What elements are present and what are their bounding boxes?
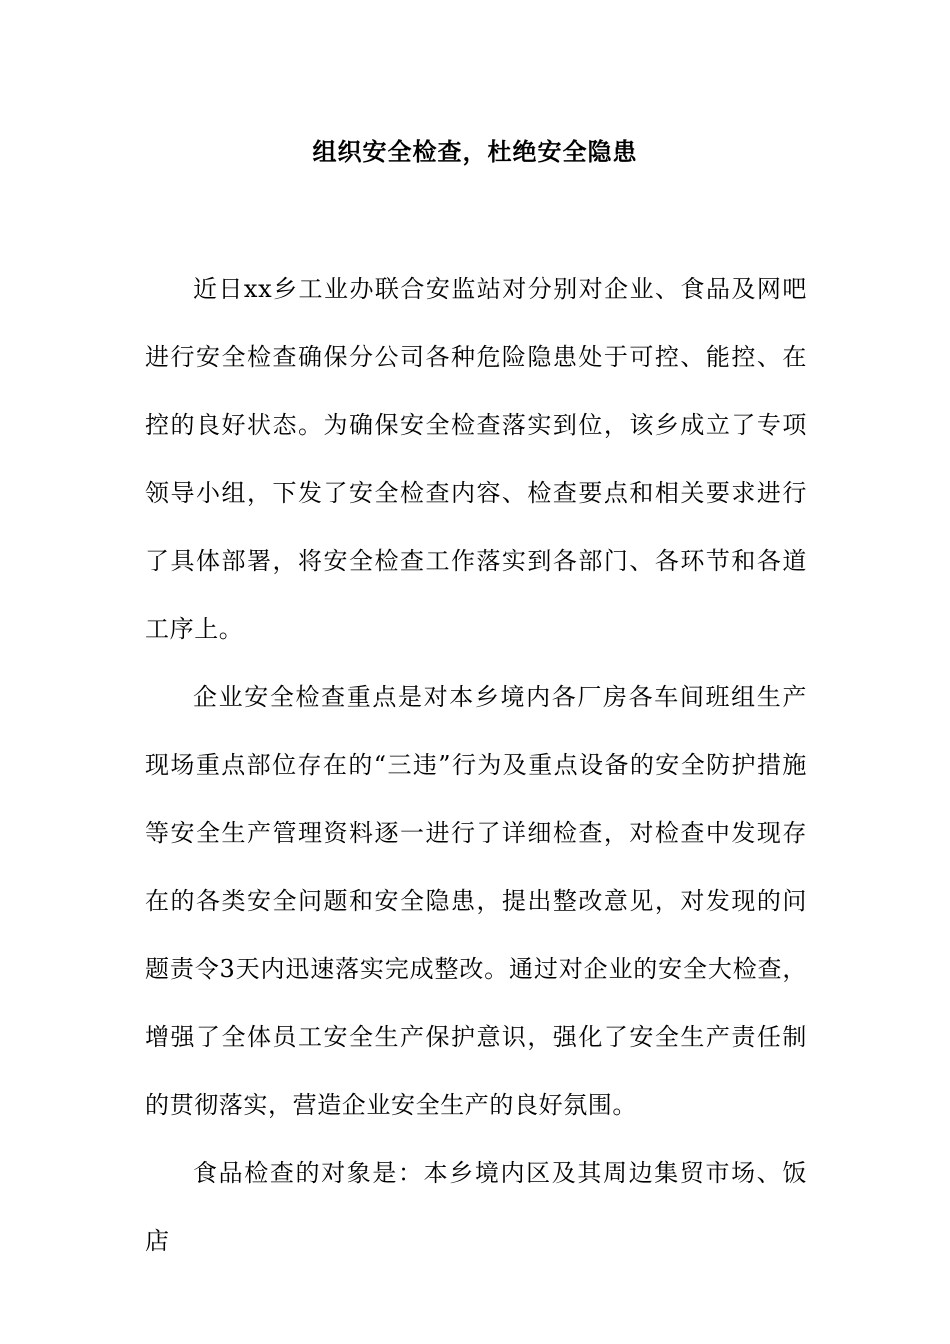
document-body [145, 255, 807, 1275]
document-title: 组织安全检查，杜绝安全隐患 [312, 137, 638, 166]
paragraph-1: 近日xx乡工业办联合安监站对分别对企业、食品及网吧进行安全检查确保分公司各种危险隐患处于可控、能控、在控的良好状态。为确保安全检查落实到位，该乡成立了专项领导小组，下发了安全检查内容、检查要点和相关要求进行了具体部署，将安全检查工作落实到各部门、各环节和各道工序上。 [145, 275, 807, 643]
paragraph-2: 企业安全检查重点是对本乡境内各厂房各车间班组生产现场重点部位存在的“三违”行为及重点设备的安全防护措施等安全生产管理资料逐一进行了详细检查，对检查中发现存在的各类安全问题和安全隐患，提出整改意见，对发现的问题责令3天内迅速落实完成整改。通过对企业的安全大检查，增强了全体员工安全生产保护意识，强化了安全生产责任制的贯彻落实，营造企业安全生产的良好氛围。 [145, 683, 807, 1119]
paragraph-3: 食品检查的对象是：本乡境内区及其周边集贸市场、饭店 [145, 1159, 807, 1255]
